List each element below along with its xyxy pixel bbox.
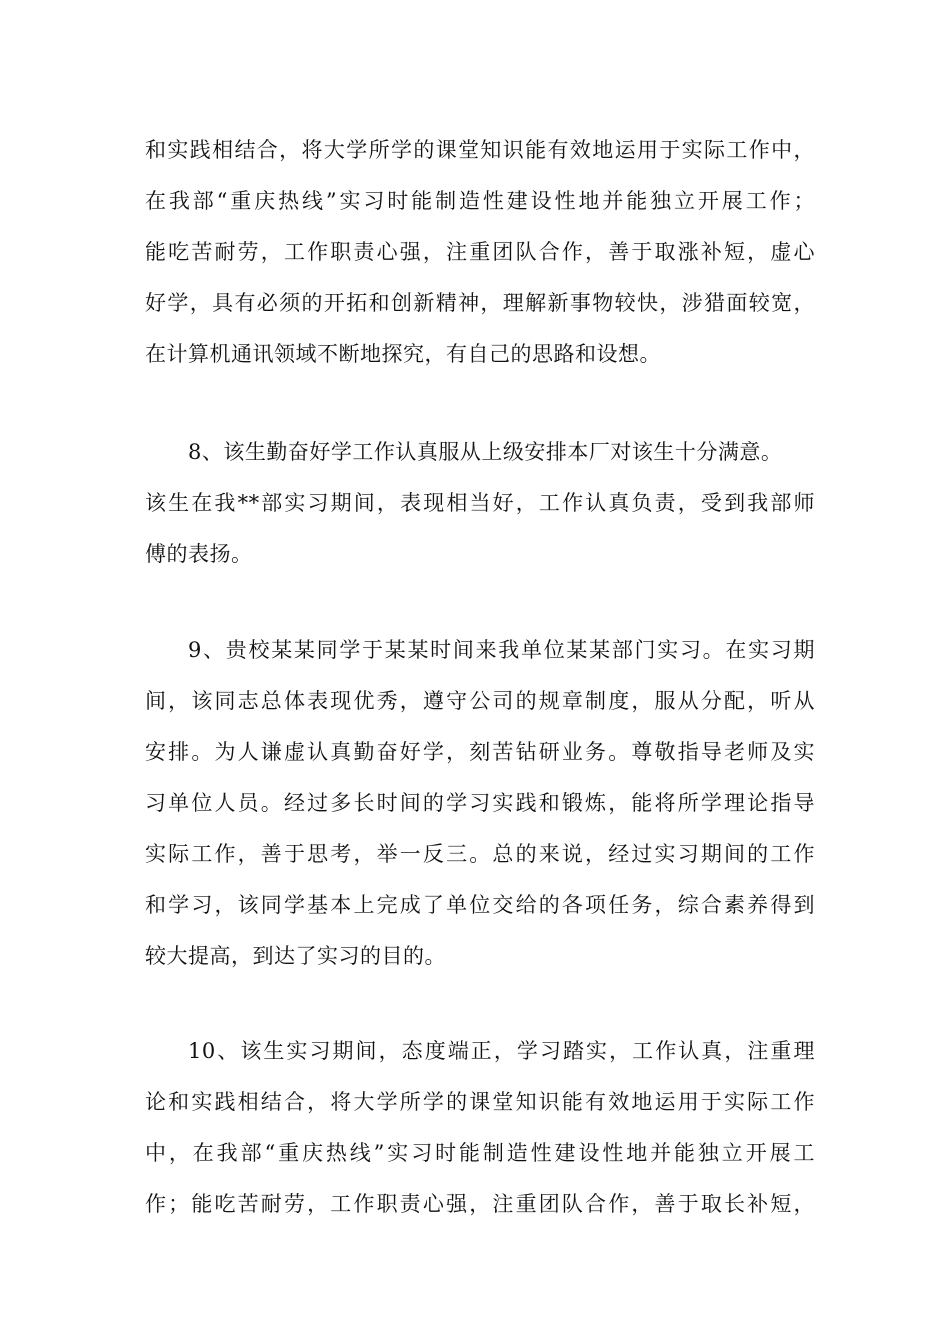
text-line: 论和实践相结合，将大学所学的课堂知识能有效地运用于实际工作 <box>145 1090 815 1114</box>
text-line: 傅的表扬。 <box>145 542 253 566</box>
text-line: 8、该生勤奋好学工作认真服从上级安排本厂对该生十分满意。 <box>188 440 783 464</box>
text-line: 较大提高，到达了实习的目的。 <box>145 944 446 968</box>
text-line: 在计算机通讯领域不断地探究，有自己的思路和设想。 <box>145 342 661 366</box>
text-line: 在我部“重庆热线”实习时能制造性建设性地并能独立开展工作； <box>145 189 815 213</box>
text-line: 实际工作，善于思考，举一反三。总的来说，经过实习期间的工作 <box>145 842 815 866</box>
text-line: 习单位人员。经过多长时间的学习实践和锻炼，能将所学理论指导 <box>145 791 815 815</box>
text-line: 间，该同志总体表现优秀，遵守公司的规章制度，服从分配，听从 <box>145 689 815 713</box>
text-line: 该生在我**部实习期间，表现相当好，工作认真负责，受到我部师 <box>145 491 815 515</box>
text-line: 中，在我部“重庆热线”实习时能制造性建设性地并能独立开展工 <box>145 1141 815 1165</box>
text-line: 能吃苦耐劳，工作职责心强，注重团队合作，善于取涨补短，虚心 <box>145 240 815 264</box>
text-line: 安排。为人谦虚认真勤奋好学，刻苦钻研业务。尊敬指导老师及实 <box>145 740 815 764</box>
text-line: 和学习，该同学基本上完成了单位交给的各项任务，综合素养得到 <box>145 893 815 917</box>
text-line: 10、该生实习期间，态度端正，学习踏实，工作认真，注重理 <box>188 1039 815 1063</box>
text-line: 作；能吃苦耐劳，工作职责心强，注重团队合作，善于取长补短， <box>145 1192 815 1216</box>
text-line: 好学，具有必须的开拓和创新精神，理解新事物较快，涉猎面较宽， <box>145 291 815 315</box>
text-line: 和实践相结合，将大学所学的课堂知识能有效地运用于实际工作中， <box>145 138 815 162</box>
text-line: 9、贵校某某同学于某某时间来我单位某某部门实习。在实习期 <box>188 638 815 662</box>
